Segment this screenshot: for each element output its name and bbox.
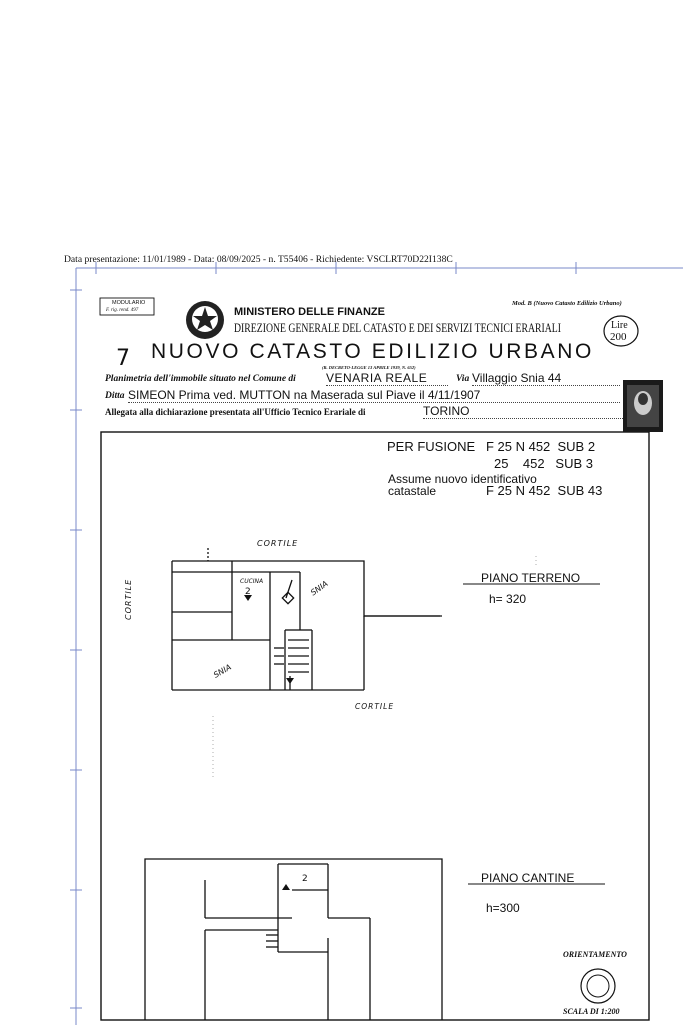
allegata-label: Allegata alla dichiarazione presentata all'Ufficio Tecnico Erariale di	[105, 407, 366, 417]
scala-label: SCALA DI 1:200	[563, 1007, 620, 1016]
directorate-name: DIREZIONE GENERALE DEL CATASTO E DEI SERVIZI TECNICI ERARIALI	[234, 321, 562, 335]
ditta-value: SIMEON Prima ved. MUTTON na Maserada sul Piave il 4/11/1907	[128, 388, 620, 403]
label-cortile-top: CORTILE	[257, 539, 299, 548]
piano-terreno-height: h= 320	[489, 592, 527, 606]
modulario-line1: MODULARIO	[112, 300, 146, 306]
piano-terreno-title: PIANO TERRENO	[481, 571, 581, 585]
label-cortile-left: CORTILE	[124, 578, 133, 620]
label-snia-left: SNIA	[212, 662, 233, 680]
emblem-icon	[186, 301, 224, 339]
orientamento-label: ORIENTAMENTO	[563, 950, 627, 959]
submission-header: Data presentazione: 11/01/1989 - Data: 08/09/2025 - n. T55406 - Richiedente: VSCLRT70D22I138C	[64, 254, 453, 265]
modulario-line2: F. rig. rend. 497	[106, 308, 139, 313]
ministry-name: MINISTERO DELLE FINANZE	[234, 306, 385, 318]
decree-note: (R. DECRETO-LEGGE 13 APRILE 1939, N. 652)	[322, 365, 416, 370]
ditta-label: Ditta	[105, 391, 125, 401]
lire-label: Lire	[611, 320, 628, 331]
fusion-line1: PER FUSIONE F 25 N 452 SUB 2	[387, 439, 596, 454]
label-room-number: 2	[245, 587, 251, 597]
planimetria-label: Planimetria dell'immobile situato nel Comune di	[105, 374, 296, 384]
compass-icon	[581, 969, 615, 1003]
revenue-stamp-icon	[623, 380, 663, 432]
ufficio-value: TORINO	[423, 404, 623, 419]
fusion-line2: 25 452 SUB 3	[494, 456, 594, 471]
ground-floor-plan	[172, 548, 442, 690]
via-value: Villaggio Snia 44	[472, 371, 620, 386]
ground-entrance-arrow	[286, 678, 294, 684]
fusion-line4-label: catastale	[388, 484, 437, 498]
cellar-entrance-arrow	[282, 884, 290, 890]
comune-value: VENARIA REALE	[326, 371, 448, 386]
label-snia-right: SNIA	[309, 579, 330, 598]
fusion-line4-value: F 25 N 452 SUB 43	[486, 483, 603, 498]
label-cantina-number: 2	[302, 874, 308, 884]
piano-cantine-height: h=300	[486, 901, 520, 915]
piano-cantine-title: PIANO CANTINE	[481, 871, 575, 885]
via-label: Via	[456, 374, 470, 384]
fusion-line3: Assume nuovo identificativo	[388, 472, 537, 486]
cellar-plan	[145, 859, 442, 1020]
label-cortile-bottom: CORTILE	[355, 702, 395, 711]
mod-label: Mod. B (Nuovo Catasto Edilizio Urbano)	[512, 300, 622, 307]
label-cucina: CUCINA	[240, 578, 264, 585]
main-title: NUOVO CATASTO EDILIZIO URBANO	[151, 340, 594, 363]
drawing-frame	[101, 432, 649, 1020]
lire-value: 200	[610, 331, 627, 343]
handwritten-number: 7	[116, 346, 130, 371]
